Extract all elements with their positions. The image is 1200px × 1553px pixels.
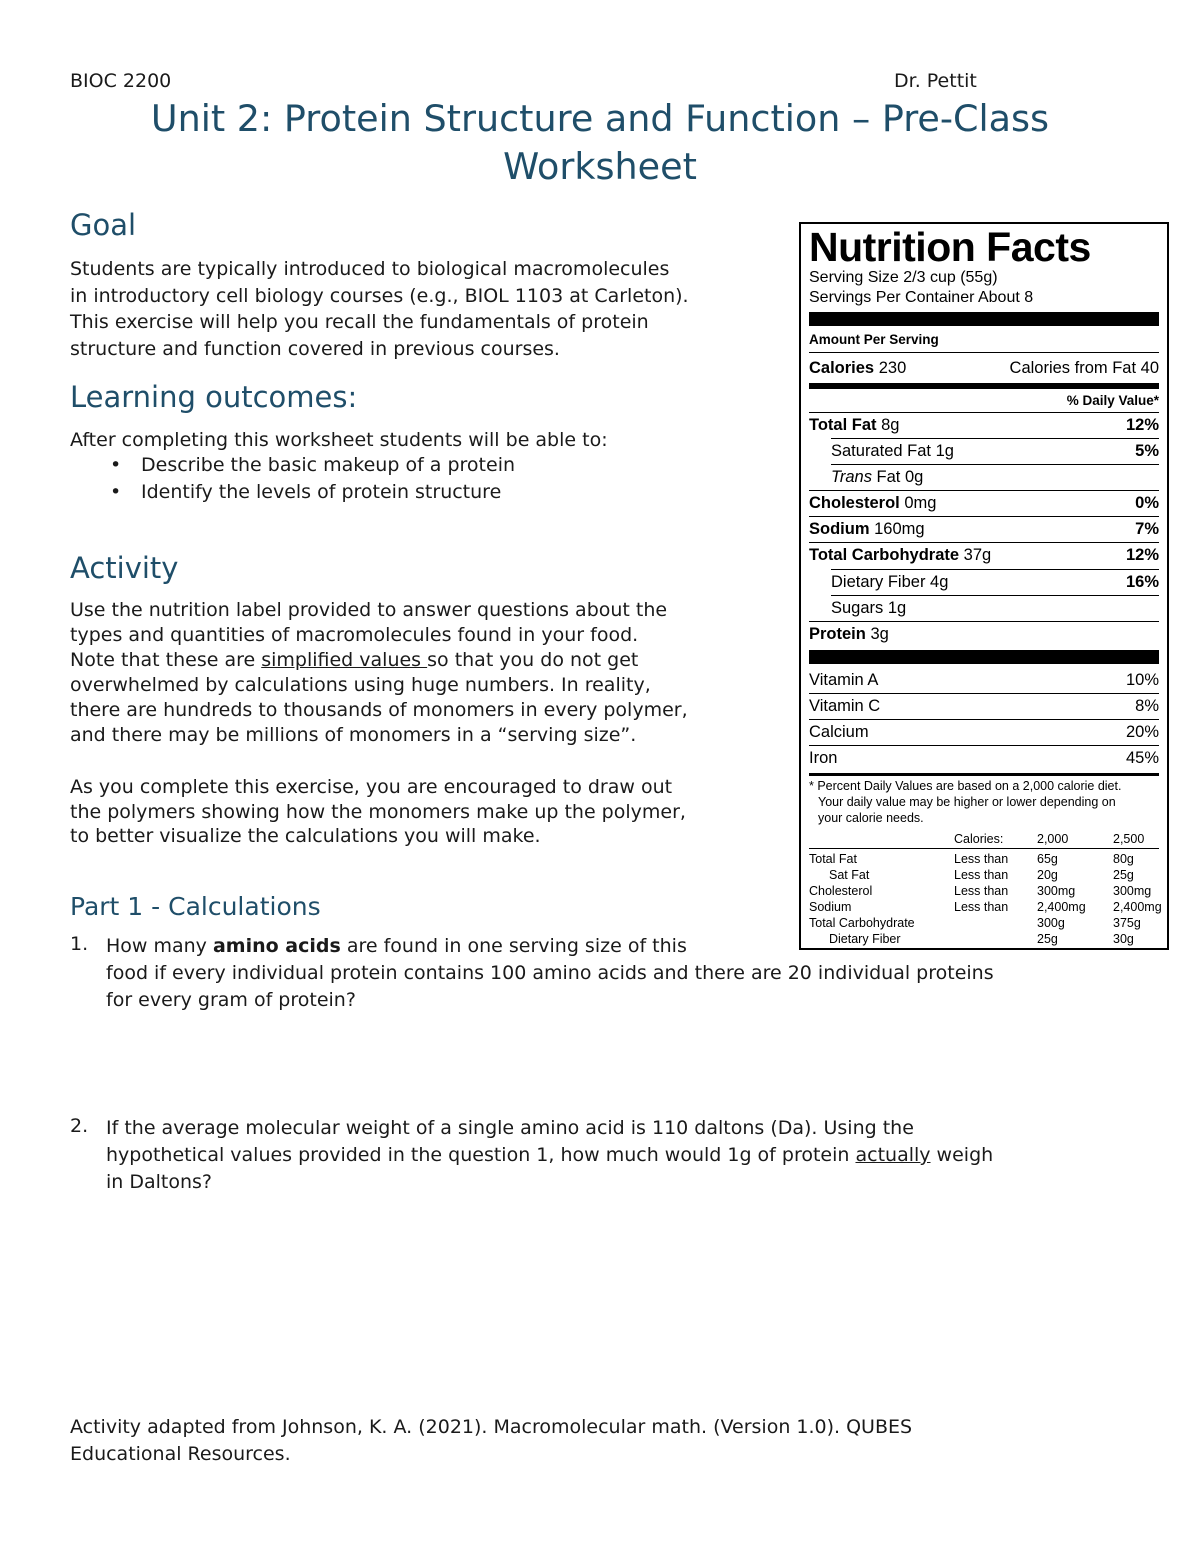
medium-divider: [809, 773, 1159, 776]
calories-from-fat: Calories from Fat 40: [1009, 359, 1159, 377]
vitamin-label: Iron: [809, 749, 838, 767]
nutrient-label: Total Fat: [809, 416, 877, 434]
footnote-line: Your daily value may be higher or lower depending on: [818, 795, 1116, 809]
vitamin-label: Vitamin C: [809, 697, 881, 715]
question-text: hypothetical values provided in the question 1, how much would 1g of protein: [106, 1144, 856, 1166]
amino-acids-emphasis: amino acids: [212, 935, 341, 957]
activity-line: the polymers showing how the monomers make up the polymer,: [70, 800, 686, 823]
goal-heading: Goal: [70, 208, 137, 242]
daily-value-header: % Daily Value*: [1066, 393, 1159, 408]
vitamin-label: Vitamin A: [809, 671, 879, 689]
bullet-marker: •: [110, 481, 122, 503]
dv-table-qualifier: Less than: [954, 900, 1009, 914]
nutrient-amount: 1g: [935, 442, 954, 460]
question-line: in Daltons?: [106, 1171, 213, 1193]
bullet-marker: •: [110, 454, 122, 476]
vitamin-dv: 45%: [1125, 749, 1159, 767]
activity-paragraph-1: [70, 598, 688, 748]
nutrient-label: Trans: [831, 468, 872, 486]
nutrient-row: [809, 621, 1159, 647]
question-2: [106, 1115, 993, 1196]
nutrient-amount: 0mg: [904, 494, 937, 512]
goal-line: in introductory cell biology courses (e.g., BIOL 1103 at Carleton).: [70, 284, 689, 307]
nutrient-row: [809, 516, 1159, 542]
nutrient-dv: 12%: [1125, 546, 1159, 564]
calories-row: [809, 355, 1159, 381]
dv-table-2500: 375g: [1113, 916, 1141, 930]
page-title-line1: Unit 2: Protein Structure and Function – Pre-Class: [150, 97, 1050, 140]
question-text: are found in one serving size of this: [340, 935, 687, 957]
dv-table-header-2500: 2,500: [1113, 832, 1145, 846]
goal-paragraph: [70, 256, 689, 362]
attribution: [70, 1414, 912, 1467]
footnote-line: * Percent Daily Values are based on a 2,000 calorie diet.: [809, 779, 1122, 793]
activity-line: Use the nutrition label provided to answer questions about the: [70, 599, 668, 621]
vitamin-dv: 10%: [1125, 671, 1159, 689]
vitamin-label: Calcium: [809, 723, 869, 741]
nutrient-label: Sodium: [809, 520, 870, 538]
vitamin-row: [809, 667, 1159, 693]
nutrient-dv: 7%: [1135, 520, 1159, 538]
outcomes-intro: After completing this worksheet students will be able to:: [70, 429, 608, 451]
dv-table-2500: 30g: [1113, 932, 1134, 946]
activity-line: and there may be millions of monomers in a “serving size”.: [70, 724, 637, 746]
serving-size: Serving Size 2/3 cup (55g): [809, 269, 998, 286]
nutrient-label: Cholesterol: [809, 494, 900, 512]
footnote-line: your calorie needs.: [818, 811, 924, 825]
dv-table-label: Sodium: [809, 900, 852, 914]
dv-table-2000: 25g: [1037, 932, 1058, 946]
dv-table-2000: 65g: [1037, 852, 1058, 866]
servings-per-container: Servings Per Container About 8: [809, 289, 1034, 306]
thick-divider: [809, 312, 1159, 326]
dv-table-label: Sat Fat: [829, 868, 870, 882]
nutrient-row: [809, 464, 1159, 490]
course-code: BIOC 2200: [70, 70, 172, 92]
nutrient-amount: 8g: [881, 416, 900, 434]
nutrient-dv: 16%: [1125, 573, 1159, 591]
dv-table-header-2000: 2,000: [1037, 832, 1069, 846]
activity-heading: Activity: [70, 551, 179, 585]
nutrient-amount: 4g: [930, 573, 949, 591]
question-line: If the average molecular weight of a single amino acid is 110 daltons (Da). Using the: [106, 1117, 914, 1139]
outcome-item: Identify the levels of protein structure: [141, 481, 502, 503]
nutrient-amount: 1g: [887, 599, 907, 617]
nutrient-amount: 37g: [963, 546, 992, 564]
dv-table-label: Total Carbohydrate: [809, 916, 915, 930]
nutrient-dv: 12%: [1125, 416, 1159, 434]
nutrient-amount: 3g: [870, 625, 889, 643]
instructor-name: Dr. Pettit: [894, 70, 977, 92]
outcome-item: Describe the basic makeup of a protein: [141, 454, 516, 476]
nutrient-row: [809, 595, 1159, 621]
divider: [809, 848, 1159, 849]
nutrient-label: Total Carbohydrate: [809, 546, 960, 564]
question-line: for every gram of protein?: [106, 989, 356, 1011]
actually-emphasis: actually: [855, 1144, 931, 1166]
question-number: 2.: [70, 1115, 89, 1137]
thick-divider: [809, 650, 1159, 664]
dv-header-row: [809, 388, 1159, 414]
nutrition-facts-label: [799, 222, 1169, 950]
simplified-values-emphasis: simplified values: [261, 649, 428, 671]
question-line: [106, 1142, 993, 1169]
vitamin-row: [809, 745, 1159, 771]
activity-text: Note that these are: [70, 649, 262, 671]
dv-table-qualifier: Less than: [954, 868, 1009, 882]
nutrient-row: [809, 412, 1159, 438]
activity-text: so that you do not get: [427, 649, 639, 671]
nutrition-title: Nutrition Facts: [809, 224, 1091, 270]
question-text: weigh: [930, 1144, 994, 1166]
vitamin-row: [809, 719, 1159, 745]
question-number: 1.: [70, 933, 89, 955]
goal-line: This exercise will help you recall the fundamentals of protein: [70, 311, 649, 333]
attribution-line: Educational Resources.: [70, 1442, 291, 1465]
dv-table-header-label: Calories:: [954, 832, 1004, 846]
nutrient-dv: 5%: [1135, 442, 1159, 460]
divider: [809, 352, 1159, 353]
vitamin-dv: 20%: [1125, 723, 1159, 741]
activity-line: there are hundreds to thousands of monomers in every polymer,: [70, 699, 688, 721]
activity-paragraph-2: [70, 775, 686, 849]
calories-value: 230: [878, 359, 907, 377]
dv-table-2000: 300g: [1037, 916, 1065, 930]
dv-table-qualifier: Less than: [954, 884, 1009, 898]
nutrient-amount: Fat 0g: [876, 468, 924, 486]
dv-table-2500: 300mg: [1113, 884, 1152, 898]
dv-table-2500: 2,400mg: [1113, 900, 1162, 914]
activity-line: overwhelmed by calculations using huge numbers. In reality,: [70, 674, 651, 696]
nutrient-label: Protein: [809, 625, 866, 643]
question-text: How many: [106, 935, 213, 957]
question-line: food if every individual protein contains 100 amino acids and there are 20 individual proteins: [106, 962, 994, 984]
activity-line: types and quantities of macromolecules found in your food.: [70, 624, 639, 646]
page-title-line2: Worksheet: [503, 145, 697, 188]
nutrient-label: Sugars: [831, 599, 884, 617]
nutrient-row: [809, 490, 1159, 516]
outcomes-heading: Learning outcomes:: [70, 380, 358, 414]
amount-per-serving: Amount Per Serving: [809, 332, 939, 347]
nutrient-label: Dietary Fiber: [831, 573, 926, 591]
nutrient-dv: 0%: [1135, 494, 1159, 512]
activity-line: [70, 648, 688, 673]
dv-table-label: Dietary Fiber: [829, 932, 901, 946]
nutrient-row: [809, 542, 1159, 568]
attribution-line: Activity adapted from Johnson, K. A. (2021). Macromolecular math. (Version 1.0). QUBES: [70, 1416, 913, 1438]
vitamin-row: [809, 693, 1159, 719]
nutrient-row: [809, 438, 1159, 464]
dv-table-2500: 80g: [1113, 852, 1134, 866]
dv-table-2000: 20g: [1037, 868, 1058, 882]
dv-table-label: Total Fat: [809, 852, 857, 866]
calories-label: Calories: [809, 359, 875, 377]
nutrient-row: [809, 569, 1159, 595]
goal-line: structure and function covered in previous courses.: [70, 337, 560, 360]
activity-line: As you complete this exercise, you are encouraged to draw out: [70, 776, 673, 798]
vitamin-dv: 8%: [1135, 697, 1159, 715]
dv-table-2500: 25g: [1113, 868, 1134, 882]
nutrient-amount: 160mg: [874, 520, 925, 538]
dv-table-label: Cholesterol: [809, 884, 873, 898]
dv-table-2000: 2,400mg: [1037, 900, 1086, 914]
page-title: [0, 95, 1200, 191]
activity-line: to better visualize the calculations you will make.: [70, 825, 541, 847]
part1-heading: Part 1 - Calculations: [70, 892, 321, 921]
goal-line: Students are typically introduced to biological macromolecules: [70, 258, 670, 280]
nutrient-label: Saturated Fat: [831, 442, 931, 460]
dv-table-2000: 300mg: [1037, 884, 1076, 898]
dv-table-qualifier: Less than: [954, 852, 1009, 866]
